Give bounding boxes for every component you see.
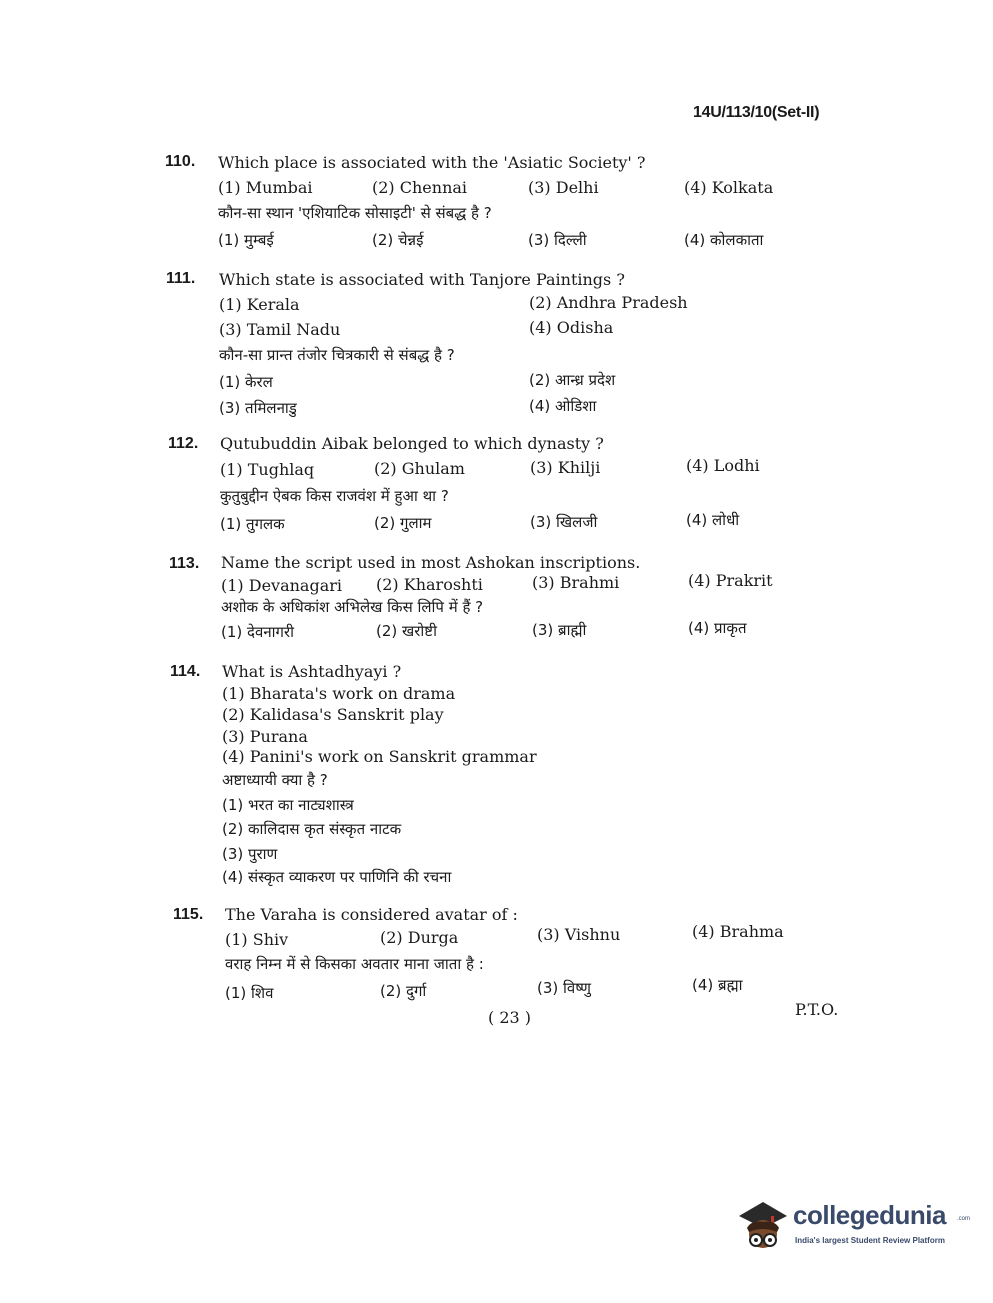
question-text-hi: वराह निम्न में से किसका अवतार माना जाता है : xyxy=(225,955,484,973)
collegedunia-logo xyxy=(733,1198,973,1258)
option-hi: (4) ब्रह्मा xyxy=(692,976,743,994)
option-hi: (2) दुर्गा xyxy=(380,982,427,1000)
paper-code: 14U/113/10(Set-II) xyxy=(693,104,820,121)
option-en: (3) Purana xyxy=(222,727,308,746)
option-hi: (1) केरल xyxy=(219,373,273,391)
question-text-en: The Varaha is considered avatar of : xyxy=(225,905,518,924)
option-hi: (3) तमिलनाडु xyxy=(219,399,297,417)
option-hi: (1) देवनागरी xyxy=(221,623,294,641)
please-turn-over: P.T.O. xyxy=(795,1000,839,1019)
option-en: (1) Tughlaq xyxy=(220,460,315,479)
option-en: (1) Bharata's work on drama xyxy=(222,684,456,703)
question-text-hi: अशोक के अधिकांश अभिलेख किस लिपि में हैं ? xyxy=(221,598,484,616)
question-text-hi: कुतुबुद्दीन ऐबक किस राजवंश में हुआ था ? xyxy=(220,487,449,505)
option-hi: (3) ब्राह्मी xyxy=(532,621,587,639)
option-en: (2) Chennai xyxy=(372,178,468,197)
option-en: (1) Mumbai xyxy=(218,178,313,197)
option-hi: (3) पुराण xyxy=(222,845,278,863)
option-hi: (1) भरत का नाट्यशास्त्र xyxy=(222,796,354,814)
option-en: (1) Devanagari xyxy=(221,576,343,595)
option-hi: (4) ओडिशा xyxy=(529,397,597,415)
question-text-en: Which place is associated with the 'Asiatic Society' ? xyxy=(218,153,646,172)
option-hi: (2) आन्ध्र प्रदेश xyxy=(529,371,616,389)
option-hi: (1) मुम्बई xyxy=(218,231,274,249)
option-en: (3) Brahmi xyxy=(532,573,620,592)
option-hi: (4) संस्कृत व्याकरण पर पाणिनि की रचना xyxy=(222,868,452,886)
option-hi: (4) लोधी xyxy=(686,511,740,529)
option-hi: (4) प्राकृत xyxy=(688,619,747,637)
question-text-en: Qutubuddin Aibak belonged to which dynasty ? xyxy=(220,434,604,453)
option-en: (4) Panini's work on Sanskrit grammar xyxy=(222,747,537,766)
option-en: (4) Odisha xyxy=(529,318,614,337)
option-en: (3) Tamil Nadu xyxy=(219,320,341,339)
option-en: (3) Delhi xyxy=(528,178,599,197)
option-en: (1) Shiv xyxy=(225,930,289,949)
brand-domain-suffix: .com xyxy=(957,1216,971,1222)
option-en: (4) Prakrit xyxy=(688,571,773,590)
option-en: (2) Kalidasa's Sanskrit play xyxy=(222,705,444,724)
option-hi: (2) गुलाम xyxy=(374,514,432,532)
question-number: 111. xyxy=(166,270,196,287)
option-hi: (1) तुगलक xyxy=(220,515,285,533)
brand-name: collegedunia xyxy=(793,1200,946,1230)
option-hi: (2) कालिदास कृत संस्कृत नाटक xyxy=(222,820,402,838)
option-en: (1) Kerala xyxy=(219,295,300,314)
graduate-mascot-icon xyxy=(733,1198,791,1258)
option-en: (3) Khilji xyxy=(530,458,601,477)
option-hi: (2) चेन्नई xyxy=(372,231,424,249)
question-number: 114. xyxy=(170,663,201,680)
option-hi: (3) दिल्ली xyxy=(528,231,587,249)
option-en: (4) Lodhi xyxy=(686,456,760,475)
brand-tagline: India's largest Student Review Platform xyxy=(795,1236,945,1245)
option-en: (2) Durga xyxy=(380,928,459,947)
option-en: (2) Kharoshti xyxy=(376,575,483,594)
question-text-hi: कौन-सा प्रान्त तंजोर चित्रकारी से संबद्ध है ? xyxy=(219,346,455,364)
option-hi: (1) शिव xyxy=(225,984,274,1002)
question-number: 112. xyxy=(168,435,199,452)
option-en: (4) Brahma xyxy=(692,922,784,941)
option-hi: (4) कोलकाता xyxy=(684,231,764,249)
question-text-en: Name the script used in most Ashokan inscriptions. xyxy=(221,553,641,572)
option-hi: (2) खरोष्टी xyxy=(376,622,437,640)
question-number: 115. xyxy=(173,906,204,923)
question-text-en: What is Ashtadhyayi ? xyxy=(222,662,402,681)
question-text-hi: कौन-सा स्थान 'एशियाटिक सोसाइटी' से संबद्ध है ? xyxy=(218,204,492,222)
option-hi: (3) विष्णु xyxy=(537,979,591,997)
option-en: (3) Vishnu xyxy=(537,925,621,944)
question-number: 113. xyxy=(169,555,200,572)
question-text-en: Which state is associated with Tanjore Paintings ? xyxy=(219,270,625,289)
page-number: ( 23 ) xyxy=(488,1008,532,1027)
option-hi: (3) खिलजी xyxy=(530,513,598,531)
question-number: 110. xyxy=(165,153,196,170)
option-en: (2) Andhra Pradesh xyxy=(529,293,688,312)
question-text-hi: अष्टाध्यायी क्या है ? xyxy=(222,771,328,789)
option-en: (4) Kolkata xyxy=(684,178,774,197)
option-en: (2) Ghulam xyxy=(374,459,465,478)
